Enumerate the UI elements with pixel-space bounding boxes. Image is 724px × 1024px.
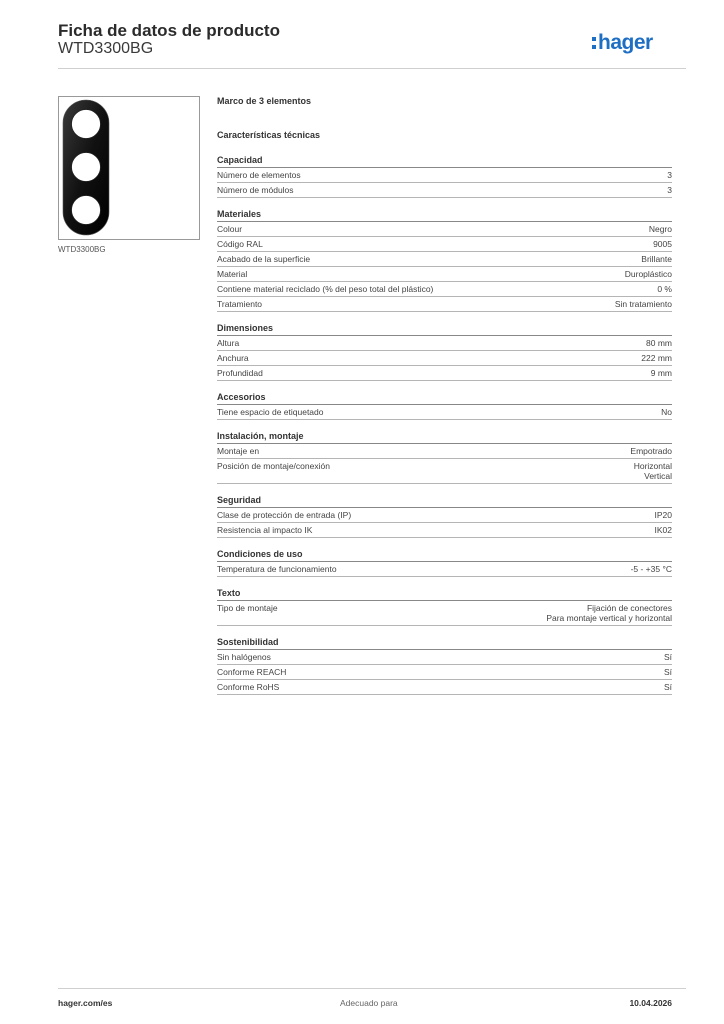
spec-value: 3 — [667, 170, 672, 180]
spec-label: Número de módulos — [217, 185, 294, 195]
spec-label: Número de elementos — [217, 170, 301, 180]
spec-row — [217, 282, 672, 297]
section-title: Accesorios — [217, 392, 672, 405]
spec-value: Sí — [663, 682, 672, 692]
spec-row — [217, 508, 672, 523]
spec-section — [217, 431, 672, 484]
spec-section — [217, 637, 672, 695]
hager-logo — [592, 28, 674, 58]
spec-row — [217, 405, 672, 420]
spec-row — [217, 650, 672, 665]
section-title: Instalación, montaje — [217, 431, 672, 444]
spec-label: Contiene material reciclado (% del peso total del plástico) — [217, 284, 434, 294]
spec-label: Colour — [217, 224, 243, 234]
spec-row — [217, 267, 672, 282]
spec-row — [217, 297, 672, 312]
spec-label: Resistencia al impacto IK — [217, 525, 313, 535]
spec-value: Sí — [663, 667, 672, 677]
spec-value: Empotrado — [630, 446, 672, 456]
spec-label: Código RAL — [217, 239, 263, 249]
section-title: Materiales — [217, 209, 672, 222]
spec-row — [217, 336, 672, 351]
spec-section — [217, 209, 672, 312]
spec-value: -5 - +35 °C — [630, 564, 672, 574]
spec-row — [217, 237, 672, 252]
spec-label: Conforme REACH — [217, 667, 287, 677]
spec-section — [217, 392, 672, 420]
spec-value: Fijación de conectores Para montaje vertical y horizontal — [546, 603, 672, 623]
footer-center-text: Adecuado para — [340, 998, 398, 1008]
spec-value: IP20 — [654, 510, 672, 520]
spec-value: No — [661, 407, 672, 417]
spec-value: Sí — [663, 652, 672, 662]
spec-value: Sin tratamiento — [614, 299, 672, 309]
header-divider — [58, 68, 686, 69]
footer-date: 10.04.2026 — [629, 998, 672, 1008]
spec-label: Montaje en — [217, 446, 260, 456]
section-title: Condiciones de uso — [217, 549, 672, 562]
spec-value: Duroplástico — [624, 269, 672, 279]
page-title: Ficha de datos de producto — [58, 21, 280, 40]
spec-label: Tratamiento — [217, 299, 263, 309]
section-title: Dimensiones — [217, 323, 672, 336]
logo-wordmark: hager — [598, 31, 653, 54]
spec-row — [217, 562, 672, 577]
spec-row — [217, 680, 672, 695]
spec-row — [217, 665, 672, 680]
section-title: Texto — [217, 588, 672, 601]
spec-section — [217, 495, 672, 538]
spec-section — [217, 549, 672, 577]
spec-row — [217, 252, 672, 267]
spec-label: Clase de protección de entrada (IP) — [217, 510, 352, 520]
spec-label: Conforme RoHS — [217, 682, 280, 692]
spec-row — [217, 459, 672, 484]
spec-label: Acabado de la superficie — [217, 254, 311, 264]
technical-characteristics-heading: Características técnicas — [217, 130, 321, 140]
spec-row — [217, 222, 672, 237]
spec-label: Sin halógenos — [217, 652, 271, 662]
spec-label: Tipo de montaje — [217, 603, 278, 613]
spec-label: Material — [217, 269, 248, 279]
spec-row — [217, 523, 672, 538]
section-title: Sostenibilidad — [217, 637, 672, 650]
spec-row — [217, 444, 672, 459]
spec-label: Altura — [217, 338, 240, 348]
spec-section — [217, 588, 672, 626]
footer-divider — [58, 988, 686, 989]
spec-value: 3 — [667, 185, 672, 195]
spec-value: Negro — [648, 224, 672, 234]
spec-value: Horizontal Vertical — [633, 461, 672, 481]
spec-value: IK02 — [654, 525, 672, 535]
product-image-caption: WTD3300BG — [58, 245, 106, 254]
section-title: Capacidad — [217, 155, 672, 168]
spec-value: 9 mm — [650, 368, 672, 378]
section-title: Seguridad — [217, 495, 672, 508]
spec-value: 80 mm — [646, 338, 672, 348]
spec-label: Profundidad — [217, 368, 263, 378]
spec-value: 222 mm — [641, 353, 672, 363]
spec-section — [217, 155, 672, 198]
spec-label: Posición de montaje/conexión — [217, 461, 330, 471]
spec-value: 0 % — [657, 284, 672, 294]
product-datasheet — [217, 96, 672, 695]
spec-label: Temperatura de funcionamiento — [217, 564, 337, 574]
spec-value: 9005 — [653, 239, 672, 249]
product-name: Marco de 3 elementos — [217, 96, 312, 106]
product-code: WTD3300BG — [58, 40, 154, 57]
footer-website: hager.com/es — [58, 998, 113, 1008]
spec-section — [217, 323, 672, 381]
product-image — [58, 96, 200, 240]
spec-row — [217, 601, 672, 626]
spec-label: Tiene espacio de etiquetado — [217, 407, 324, 417]
spec-row — [217, 366, 672, 381]
spec-label: Anchura — [217, 353, 249, 363]
spec-sections — [217, 155, 672, 695]
spec-row — [217, 351, 672, 366]
spec-value: Brillante — [641, 254, 672, 264]
spec-row — [217, 168, 672, 183]
frame-3-elements-image — [59, 97, 199, 239]
spec-row — [217, 183, 672, 198]
